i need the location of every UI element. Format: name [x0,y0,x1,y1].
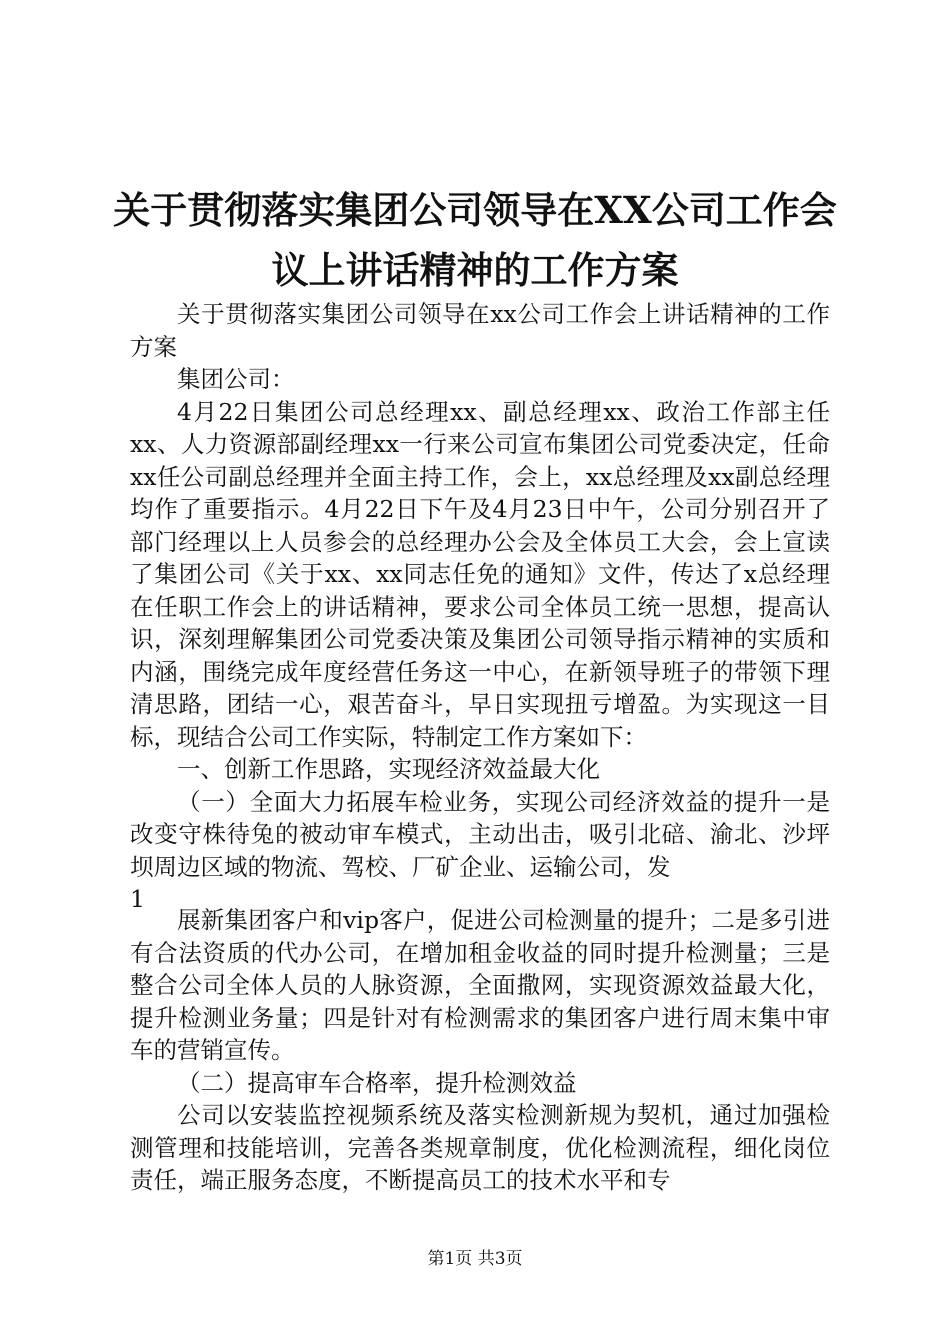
paragraph-background: 4月22日集团公司总经理xx、副总经理xx、政治工作部主任xx、人力资源部副经理xx一行来公司宣布集团公司党委决定，任命xx任公司副总经理并全面主持工作，会上，xx总经理及xx副总经理均作了重要指示。4月22日下午及4月23日中午，公司分别召开了部门经理以上人员参会的总经理办公会及全体员工大会，会上宣读了集团公司《关于xx、xx同志任免的通知》文件，传达了x总经理在任职工作会上的讲话精神，要求公司全体员工统一思想，提高认识，深刻理解集团公司党委决策及集团公司领导指示精神的实质和内涵，围绕完成年度经营任务这一中心，在新领导班子的带领下理清思路，团结一心，艰苦奋斗，早日实现扭亏增盈。为实现这一目标，现结合公司工作实际，特制定工作方案如下： [130,397,830,751]
document-body-continued [130,904,830,1197]
paragraph-continued: 展新集团客户和vip客户，促进公司检测量的提升；二是多引进有合法资质的代办公司，在增加租金收益的同时提升检测量；三是整合公司全体人员的人脉资源，全面撒网，实现资源效益最大化，提升检测业务量；四是针对有检测需求的集团客户进行周末集中审车的营销宣传。 [130,906,830,1064]
page-footer: 第1页 共3页 [427,1249,523,1269]
document-title-line-2: 议上讲话精神的工作方案 [271,248,679,292]
paragraph-salutation: 集团公司： [177,365,295,393]
paragraph-detection: 公司以安装监控视频系统及落实检测新规为契机，通过加强检测管理和技能培训，完善各类规章制度，优化检测流程，细化岗位责任，端正服务态度，不断提高员工的技术水平和专 [130,1101,830,1194]
subsection-heading-1: （一）全面大力拓展车检业务，实现公司经济效益的提升一是改变守株待兔的被动审车模式，主动出击，吸引北碚、渝北、沙坪坝周边区域的物流、驾校、厂矿企业、运输公司，发 [130,787,830,881]
section-heading-1: 一、创新工作思路，实现经济效益最大化 [177,755,600,783]
paragraph-heading-repeat: 关于贯彻落实集团公司领导在xx公司工作会上讲话精神的工作方案 [130,300,830,361]
document-title-line-1: 关于贯彻落实集团公司领导在XX公司工作会 [113,188,837,232]
subsection-heading-2: （二）提高审车合格率，提升检测效益 [177,1068,577,1097]
inline-page-number: 1 [130,885,145,913]
document-body [130,298,830,916]
